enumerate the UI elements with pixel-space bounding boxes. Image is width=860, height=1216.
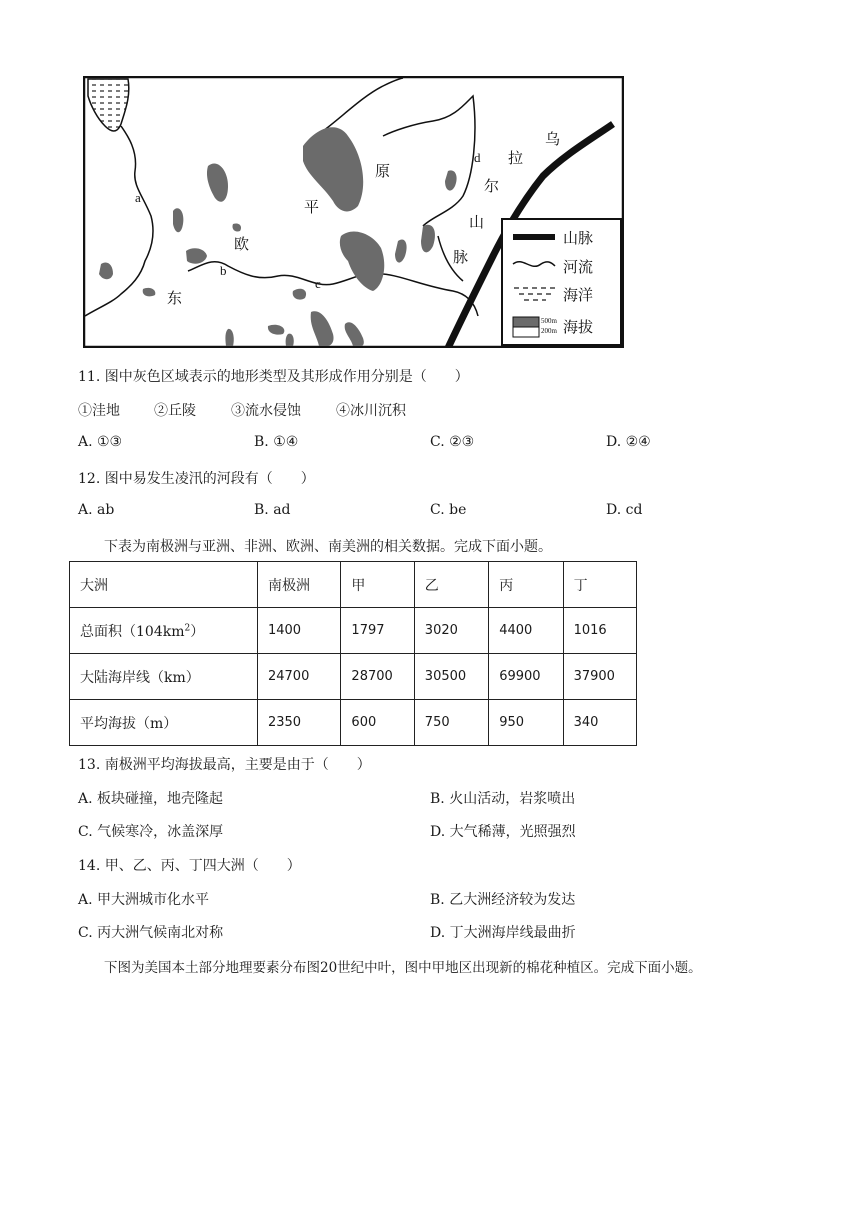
table-row <box>70 654 637 700</box>
label-c: c <box>315 276 321 291</box>
table-row <box>70 700 637 746</box>
label-origin: 原 <box>375 162 391 180</box>
map-legend <box>502 219 621 345</box>
row-label-coast: 大陆海岸线（km） <box>70 654 258 700</box>
table-cell: 37900 <box>563 654 636 700</box>
q12-option-d[interactable]: D. cd <box>606 502 643 518</box>
label-b: b <box>220 263 227 278</box>
table-cell: 1400 <box>257 608 340 654</box>
table-cell: 24700 <box>257 654 340 700</box>
q12-option-b[interactable]: B. ad <box>254 502 291 518</box>
q11-stem: 11. 图中灰色区域表示的地形类型及其形成作用分别是（ ） <box>78 369 469 385</box>
q11-item-4: ④冰川沉积 <box>336 403 406 419</box>
q11-item-1: ①洼地 <box>78 403 120 419</box>
label-a: a <box>135 190 141 205</box>
table-cell: 2350 <box>257 700 340 746</box>
label-ural-5: 脉 <box>453 248 469 266</box>
row-label-elevation: 平均海拔（m） <box>70 700 258 746</box>
legend-mountain: 山脉 <box>563 229 594 247</box>
q11-item-3: ③流水侵蚀 <box>231 403 301 419</box>
legend-elev-low: 200m <box>541 327 557 335</box>
table-cell: 750 <box>414 700 488 746</box>
q14-option-c[interactable]: C. 丙大洲气候南北对称 <box>78 925 224 941</box>
table-row <box>70 608 637 654</box>
table-cell: 30500 <box>414 654 488 700</box>
next-intro: 下图为美国本土部分地理要素分布图20世纪中叶，图中甲地区出现新的棉花种植区。完成下面小题。 <box>104 960 702 976</box>
q13-option-a[interactable]: A. 板块碰撞，地壳隆起 <box>78 791 224 807</box>
table-cell: 3020 <box>414 608 488 654</box>
legend-elevation: 海拔 <box>563 318 594 336</box>
q11-option-a[interactable]: A. ①③ <box>78 434 123 450</box>
table-cell: 950 <box>489 700 563 746</box>
legend-river: 河流 <box>563 258 594 276</box>
q13-option-b[interactable]: B. 火山活动，岩浆喷出 <box>430 791 576 807</box>
q13-option-d[interactable]: D. 大气稀薄，光照强烈 <box>430 824 576 840</box>
label-east: 东 <box>167 289 183 307</box>
table-cell: 340 <box>563 700 636 746</box>
table-header-cell: 乙 <box>414 562 488 608</box>
table-cell: 1016 <box>563 608 636 654</box>
table-row <box>70 562 637 608</box>
table-header-cell: 南极洲 <box>257 562 340 608</box>
table-intro: 下表为南极洲与亚洲、非洲、欧洲、南美洲的相关数据。完成下面小题。 <box>104 539 552 555</box>
continent-data-table <box>69 561 637 746</box>
label-plain: 平 <box>304 198 320 216</box>
label-europe: 欧 <box>234 235 250 253</box>
label-ural-4: 山 <box>469 213 485 231</box>
table-header-cell: 丙 <box>489 562 563 608</box>
table-header-cell: 大洲 <box>70 562 258 608</box>
table-header-cell: 丁 <box>563 562 636 608</box>
q11-item-2: ②丘陵 <box>154 403 196 419</box>
q12-option-c[interactable]: C. be <box>430 502 467 518</box>
table-cell: 69900 <box>489 654 563 700</box>
label-ural-1: 乌 <box>545 130 561 148</box>
q14-option-d[interactable]: D. 丁大洲海岸线最曲折 <box>430 925 576 941</box>
q11-option-c[interactable]: C. ②③ <box>430 434 475 450</box>
legend-elev-high: 500m <box>541 317 557 325</box>
label-d: d <box>474 150 481 165</box>
q14-stem: 14. 甲、乙、丙、丁四大洲（ ） <box>78 858 301 874</box>
table-cell: 1797 <box>341 608 414 654</box>
table-cell: 600 <box>341 700 414 746</box>
q14-option-a[interactable]: A. 甲大洲城市化水平 <box>78 892 210 908</box>
row-label-area: 总面积$(104km^2)$ <box>70 608 258 654</box>
legend-ocean: 海洋 <box>563 286 594 304</box>
table-header-cell: 甲 <box>341 562 414 608</box>
q11-option-b[interactable]: B. ①④ <box>254 434 299 450</box>
label-ural-3: 尔 <box>484 177 500 195</box>
q11-option-d[interactable]: D. ②④ <box>606 434 651 450</box>
q13-stem: 13. 南极洲平均海拔最高，主要是由于（ ） <box>78 757 371 773</box>
q14-option-b[interactable]: B. 乙大洲经济较为发达 <box>430 892 576 908</box>
q12-option-a[interactable]: A. ab <box>78 502 115 518</box>
label-ural-2: 拉 <box>508 149 524 167</box>
q13-option-c[interactable]: C. 气候寒冷，冰盖深厚 <box>78 824 224 840</box>
europe-plain-map <box>83 76 624 348</box>
table-cell: 4400 <box>489 608 563 654</box>
q12-stem: 12. 图中易发生凌汛的河段有（ ） <box>78 471 315 487</box>
table-cell: 28700 <box>341 654 414 700</box>
